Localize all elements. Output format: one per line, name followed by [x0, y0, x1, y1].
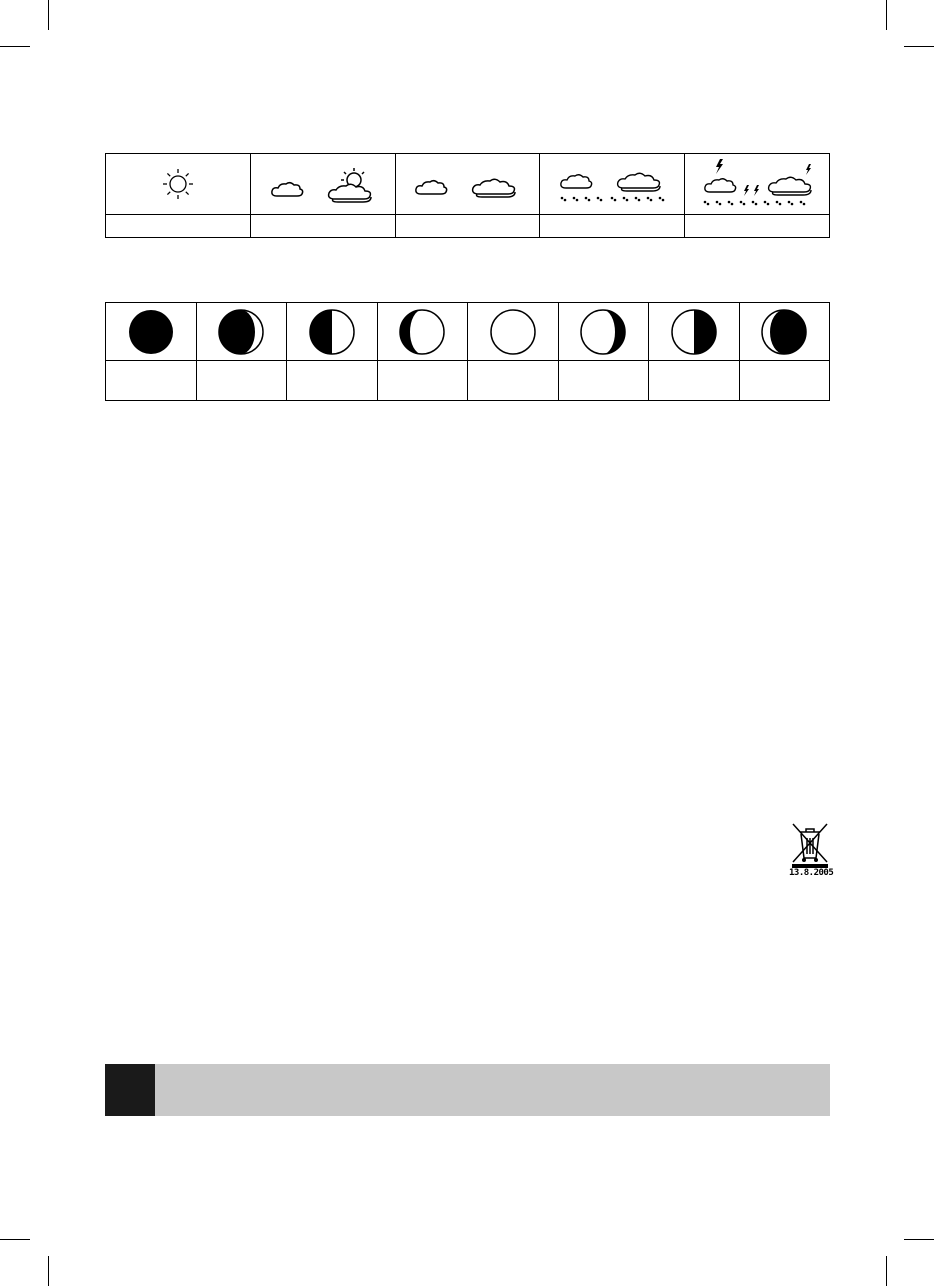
weather-label: [540, 215, 685, 238]
last-quarter-icon: [670, 308, 718, 356]
waning-crescent-icon: [760, 308, 808, 356]
waxing-gibbous-icon: [398, 308, 446, 356]
moon-cell-waning-crescent: [739, 303, 830, 361]
moon-label: [739, 361, 830, 401]
weather-label: [250, 215, 395, 238]
cloudy-icon: [407, 164, 527, 204]
weather-label-row: [106, 215, 830, 238]
moon-label: [106, 361, 197, 401]
moon-cell-waning-gibbous: [558, 303, 649, 361]
sunny-icon: [158, 164, 198, 204]
crop-mark: [904, 46, 934, 47]
crop-mark: [0, 46, 30, 47]
section-heading-bar: [105, 1064, 830, 1116]
crop-mark: [48, 1256, 49, 1286]
moon-cell-waxing-crescent: [196, 303, 287, 361]
moon-label: [468, 361, 559, 401]
weather-label: [395, 215, 540, 238]
waxing-crescent-icon: [217, 308, 265, 356]
moon-icon-row: [106, 303, 830, 361]
section-number-block: [105, 1064, 155, 1116]
first-quarter-icon: [308, 308, 356, 356]
weather-cell-stormy: [685, 154, 830, 215]
moon-cell-new: [106, 303, 197, 361]
moon-phases-table: [105, 302, 830, 401]
weather-cell-rainy: [540, 154, 685, 215]
weee-date: 13.8.2005: [789, 868, 834, 878]
weather-label: [106, 215, 251, 238]
moon-cell-first-quarter: [287, 303, 378, 361]
crop-mark: [886, 1256, 887, 1286]
weather-label: [685, 215, 830, 238]
weather-cell-partly-cloudy: [250, 154, 395, 215]
crop-mark: [48, 0, 49, 30]
crossed-bin-icon: [789, 822, 831, 868]
crop-mark: [886, 0, 887, 30]
moon-cell-full: [468, 303, 559, 361]
crop-mark: [0, 1239, 30, 1240]
waning-gibbous-icon: [579, 308, 627, 356]
moon-label-row: [106, 361, 830, 401]
moon-label: [287, 361, 378, 401]
new-moon-icon: [127, 308, 175, 356]
full-moon-icon: [489, 308, 537, 356]
partly-cloudy-icon: [263, 164, 383, 204]
crop-mark: [904, 1239, 934, 1240]
rainy-icon: [552, 162, 672, 206]
moon-label: [196, 361, 287, 401]
weather-icons-table: [105, 153, 830, 238]
moon-cell-last-quarter: [649, 303, 740, 361]
moon-label: [377, 361, 468, 401]
weee-symbol: [789, 822, 834, 878]
weather-icon-row: [106, 154, 830, 215]
weather-cell-sunny: [106, 154, 251, 215]
stormy-icon: [695, 156, 819, 212]
moon-label: [558, 361, 649, 401]
moon-cell-waxing-gibbous: [377, 303, 468, 361]
moon-label: [649, 361, 740, 401]
weather-cell-cloudy: [395, 154, 540, 215]
